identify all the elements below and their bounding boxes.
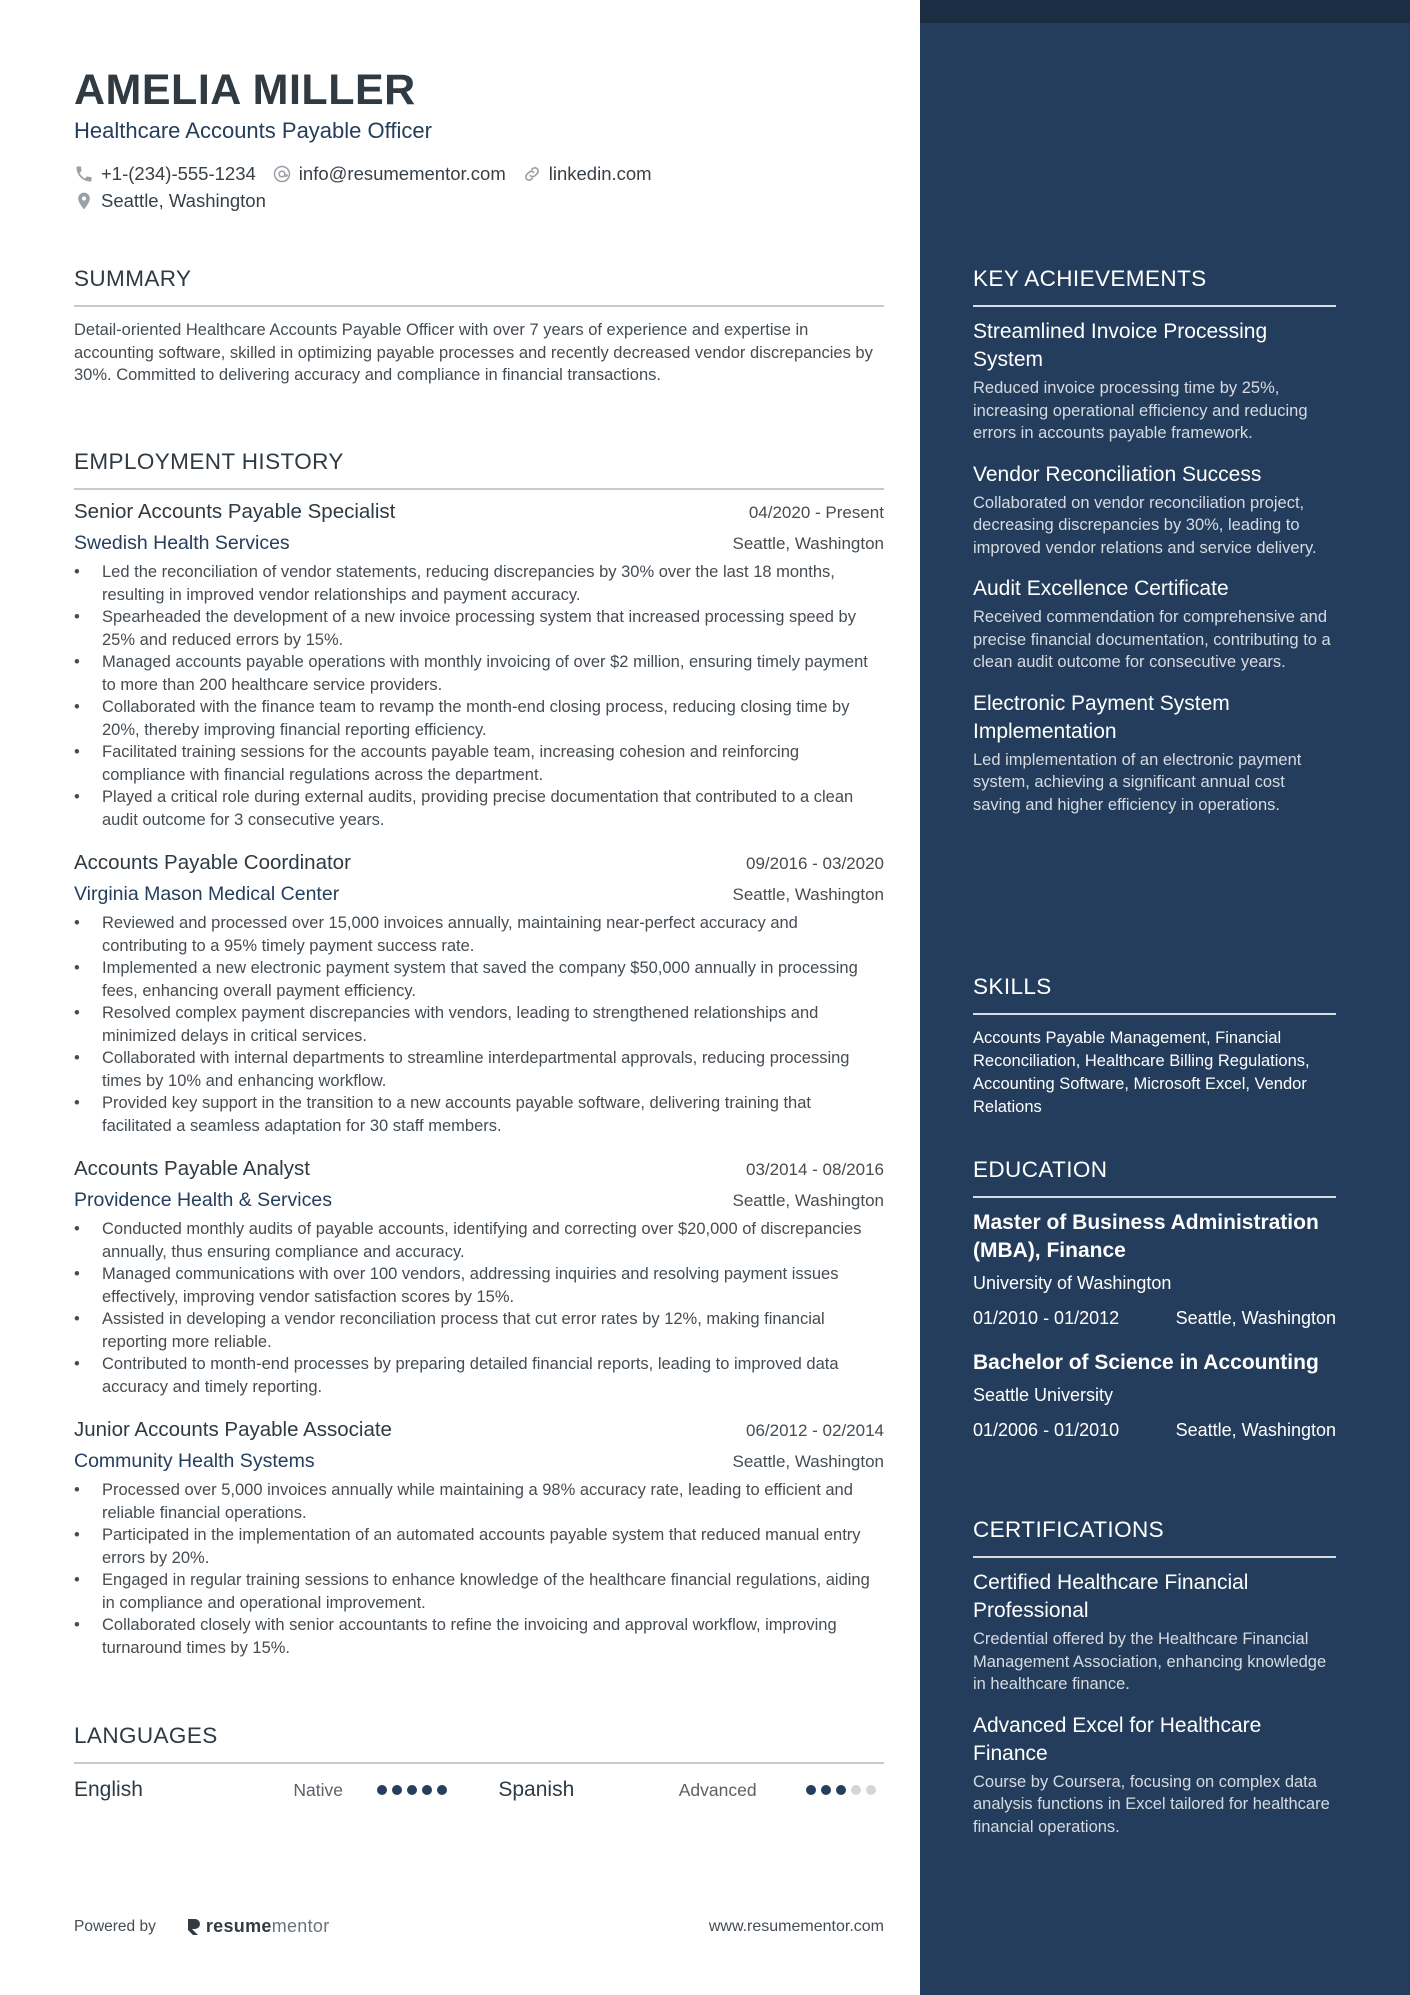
skills-section [973, 974, 1336, 1119]
job-list [74, 490, 884, 1659]
candidate-role: Healthcare Accounts Payable Officer [74, 118, 432, 143]
rating-dot [836, 1785, 846, 1795]
job-location: Seattle, Washington [732, 534, 884, 553]
contact-phone[interactable] [74, 163, 256, 185]
job-dates: 06/2012 - 02/2014 [745, 1421, 884, 1440]
achievement-item [973, 318, 1336, 445]
job-subheader [74, 524, 884, 558]
powered-by-text: Powered by [74, 1917, 156, 1935]
job-dates: 09/2016 - 03/2020 [745, 854, 884, 873]
language-name: Spanish [498, 1778, 575, 1801]
bullet-item: • Conducted monthly audits of payable accounts, identifying and correcting over $20,000 of discrepancies annually, thus ensuring compliance and accuracy. [74, 1218, 884, 1263]
job-location: Seattle, Washington [732, 1191, 884, 1210]
rating-dot [407, 1785, 417, 1795]
degree-title: Master of Business Administration (MBA), Finance [973, 1211, 1319, 1262]
bullet-item: • Collaborated closely with senior accountants to refine the invoicing and approval workflow, improving turnaround times by 15%. [74, 1614, 884, 1659]
education-location: Seattle, Washington [1175, 1420, 1336, 1440]
achievements-title: KEY ACHIEVEMENTS [973, 266, 1207, 291]
section-divider [973, 1556, 1336, 1558]
achievement-title: Vendor Reconciliation Success [973, 462, 1262, 486]
bullet-item: • Participated in the implementation of an automated accounts payable system that reduced manual entry errors by 20%. [74, 1524, 884, 1569]
language-level: Native [293, 1779, 343, 1800]
job-location: Seattle, Washington [732, 1452, 884, 1471]
language-rating [377, 1785, 499, 1795]
section-divider [74, 305, 884, 307]
certification-text: Credential offered by the Healthcare Financial Management Association, enhancing knowledge in healthcare finance. [973, 1630, 1327, 1693]
email-text: info@resumementor.com [298, 162, 506, 184]
job-dates: 03/2014 - 08/2016 [745, 1160, 884, 1179]
company-name: Community Health Systems [74, 1450, 315, 1472]
achievement-text: Led implementation of an electronic payment system, achieving a significant annual cost saving and higher efficiency in operations. [973, 750, 1302, 814]
bullet-item: • Collaborated with the finance team to revamp the month-end closing process, reducing closing time by 20%, thereby improving financial reporting efficiency. [74, 696, 884, 741]
job-header [74, 841, 884, 875]
languages-section [74, 1723, 884, 1812]
contact-linkedin[interactable] [522, 163, 652, 185]
achievement-title: Streamlined Invoice Processing System [973, 320, 1268, 371]
location-pin-icon [74, 191, 94, 211]
job-bullets [74, 561, 884, 831]
job-entry [74, 841, 884, 1137]
achievement-text: Collaborated on vendor reconciliation project, decreasing discrepancies by 30%, leading to improved vendor relations and service delivery. [973, 493, 1317, 557]
achievement-item [973, 575, 1336, 674]
achievement-item [973, 690, 1336, 817]
job-title: Accounts Payable Analyst [74, 1157, 310, 1180]
bullet-item: • Resolved complex payment discrepancies with vendors, leading to strengthened relationships and minimized delays in critical services. [74, 1002, 884, 1047]
contact-email[interactable] [272, 163, 506, 185]
education-meta [973, 1420, 1336, 1441]
education-section [973, 1157, 1336, 1441]
bullet-item: • Implemented a new electronic payment system that saved the company $50,000 annually in processing fees, enhancing overall payment efficiency. [74, 957, 884, 1002]
job-entry [74, 1408, 884, 1659]
phone-icon [74, 164, 94, 184]
job-subheader [74, 875, 884, 909]
rating-dot [806, 1785, 816, 1795]
section-divider [74, 1762, 884, 1764]
languages-title: LANGUAGES [74, 1723, 218, 1748]
education-meta [973, 1308, 1336, 1329]
company-name: Virginia Mason Medical Center [74, 883, 340, 905]
job-title: Senior Accounts Payable Specialist [74, 500, 396, 523]
school-name: University of Washington [973, 1273, 1172, 1293]
summary-text: Detail-oriented Healthcare Accounts Payable Officer with over 7 years of experience and expertise in accounting software, skilled in optimizing payable processes and recently decreased vendor discrepancies by 30%. Committed to delivering accuracy and compliance in financial transactions. [74, 321, 873, 384]
education-location: Seattle, Washington [1175, 1308, 1336, 1328]
contact-location [74, 190, 266, 212]
job-title: Accounts Payable Coordinator [74, 851, 351, 874]
education-dates: 01/2006 - 01/2010 [973, 1420, 1120, 1440]
sidebar-top-band [920, 0, 1410, 23]
rating-dot [437, 1785, 447, 1795]
section-divider [973, 1013, 1336, 1015]
job-subheader [74, 1442, 884, 1476]
certifications-section [973, 1517, 1336, 1838]
certification-item [973, 1712, 1336, 1839]
rating-dot [422, 1785, 432, 1795]
job-subheader [74, 1181, 884, 1215]
logo-mark-icon [186, 1917, 202, 1937]
certification-title: Certified Healthcare Financial Professional [973, 1571, 1249, 1622]
certification-text: Course by Coursera, focusing on complex data analysis functions in Excel tailored for healthcare financial operations. [973, 1772, 1330, 1836]
certification-title: Advanced Excel for Healthcare Finance [973, 1713, 1262, 1765]
job-entry [74, 490, 884, 831]
summary-section [74, 266, 884, 387]
job-bullets [74, 912, 884, 1137]
job-bullets [74, 1479, 884, 1659]
footer [74, 1916, 884, 1937]
company-name: Swedish Health Services [74, 532, 290, 554]
section-divider [973, 1196, 1336, 1198]
summary-title: SUMMARY [74, 266, 192, 291]
language-row [74, 1768, 884, 1812]
skills-title: SKILLS [973, 974, 1052, 999]
certifications-title: CERTIFICATIONS [973, 1517, 1165, 1542]
education-item [973, 1209, 1336, 1329]
website-link[interactable]: www.resumementor.com [708, 1917, 884, 1935]
achievement-text: Received commendation for comprehensive and precise financial documentation, contributing to a clean audit outcome for consecutive years. [973, 608, 1331, 671]
achievement-title: Electronic Payment System Implementation [973, 691, 1230, 743]
rating-dot [821, 1785, 831, 1795]
rating-dot [866, 1785, 876, 1795]
job-dates: 04/2020 - Present [748, 503, 884, 522]
sidebar [920, 0, 1410, 1995]
employment-section [74, 449, 884, 1669]
employment-title: EMPLOYMENT HISTORY [74, 449, 344, 474]
bullet-item: • Collaborated with internal departments to streamline interdepartmental approvals, reducing processing times by 10% and enhancing workflow. [74, 1047, 884, 1092]
link-icon [522, 164, 542, 184]
bullet-item: • Contributed to month-end processes by preparing detailed financial reports, leading to improved data accuracy and timely reporting. [74, 1353, 884, 1398]
resumementor-logo[interactable] [186, 1916, 330, 1937]
bullet-item: • Processed over 5,000 invoices annually while maintaining a 98% accuracy rate, leading to efficient and reliable financial operations. [74, 1479, 884, 1524]
logo-light-text: mentor [271, 1916, 330, 1936]
language-rating [806, 1785, 884, 1795]
bullet-item: • Played a critical role during external audits, providing precise documentation that contributed to a clean audit outcome for 3 consecutive years. [74, 786, 884, 831]
rating-dot [392, 1785, 402, 1795]
language-name: English [74, 1778, 143, 1801]
certification-item [973, 1569, 1336, 1696]
job-location: Seattle, Washington [732, 885, 884, 904]
linkedin-text: linkedin.com [548, 162, 652, 184]
company-name: Providence Health & Services [74, 1189, 332, 1211]
job-bullets [74, 1218, 884, 1398]
education-title: EDUCATION [973, 1157, 1108, 1182]
location-text: Seattle, Washington [101, 189, 266, 211]
bullet-item: • Spearheaded the development of a new invoice processing system that increased processing speed by 25% and reduced errors by 15%. [74, 606, 884, 651]
bullet-item: • Provided key support in the transition to a new accounts payable software, delivering training that facilitated a seamless adaptation for 30 staff members. [74, 1092, 884, 1137]
achievements-section [973, 266, 1336, 816]
achievement-text: Reduced invoice processing time by 25%, increasing operational efficiency and reducing errors in accounts payable framework. [973, 379, 1308, 442]
achievement-title: Audit Excellence Certificate [973, 577, 1229, 600]
rating-dot [851, 1785, 861, 1795]
job-entry [74, 1147, 884, 1398]
bullet-item: • Assisted in developing a vendor reconciliation process that cut error rates by 12%, making financial reporting more reliable. [74, 1308, 884, 1353]
at-icon [272, 164, 292, 184]
powered-by [74, 1916, 330, 1937]
achievement-item [973, 461, 1336, 560]
job-title: Junior Accounts Payable Associate [74, 1418, 392, 1441]
bullet-item: • Engaged in regular training sessions to enhance knowledge of the healthcare financial regulations, aiding in compliance and operational improvement. [74, 1569, 884, 1614]
language-level: Advanced [678, 1779, 757, 1800]
bullet-item: • Managed accounts payable operations with monthly invoicing of over $2 million, ensuring timely payment to more than 200 healthcare service providers. [74, 651, 884, 696]
contact-info [74, 160, 884, 214]
education-list [973, 1209, 1336, 1441]
achievement-list [973, 318, 1336, 816]
candidate-name: AMELIA MILLER [74, 66, 416, 114]
job-header [74, 490, 884, 524]
education-dates: 01/2010 - 01/2012 [973, 1308, 1120, 1328]
education-item [973, 1349, 1336, 1441]
logo-bold-text: resume [205, 1916, 272, 1936]
bullet-item: • Facilitated training sessions for the accounts payable team, increasing cohesion and reinforcing compliance with financial regulations across the department. [74, 741, 884, 786]
skills-text: Accounts Payable Management, Financial Reconciliation, Healthcare Billing Regulations, Accounting Software, Microsoft Excel, Vendor Relations [973, 1029, 1310, 1116]
school-name: Seattle University [973, 1385, 1114, 1405]
certification-list [973, 1569, 1336, 1838]
bullet-item: • Reviewed and processed over 15,000 invoices annually, maintaining near-perfect accuracy and contributing to a 95% timely payment success rate. [74, 912, 884, 957]
bullet-item: • Managed communications with over 100 vendors, addressing inquiries and resolving payment issues effectively, improving vendor satisfaction scores by 15%. [74, 1263, 884, 1308]
job-header [74, 1408, 884, 1442]
section-divider [973, 305, 1336, 307]
bullet-item: • Led the reconciliation of vendor statements, reducing discrepancies by 30% over the last 18 months, resulting in improved vendor relationships and payment accuracy. [74, 561, 884, 606]
rating-dot [377, 1785, 387, 1795]
degree-title: Bachelor of Science in Accounting [973, 1351, 1319, 1374]
phone-text: +1-(234)-555-1234 [101, 162, 256, 184]
job-header [74, 1147, 884, 1181]
